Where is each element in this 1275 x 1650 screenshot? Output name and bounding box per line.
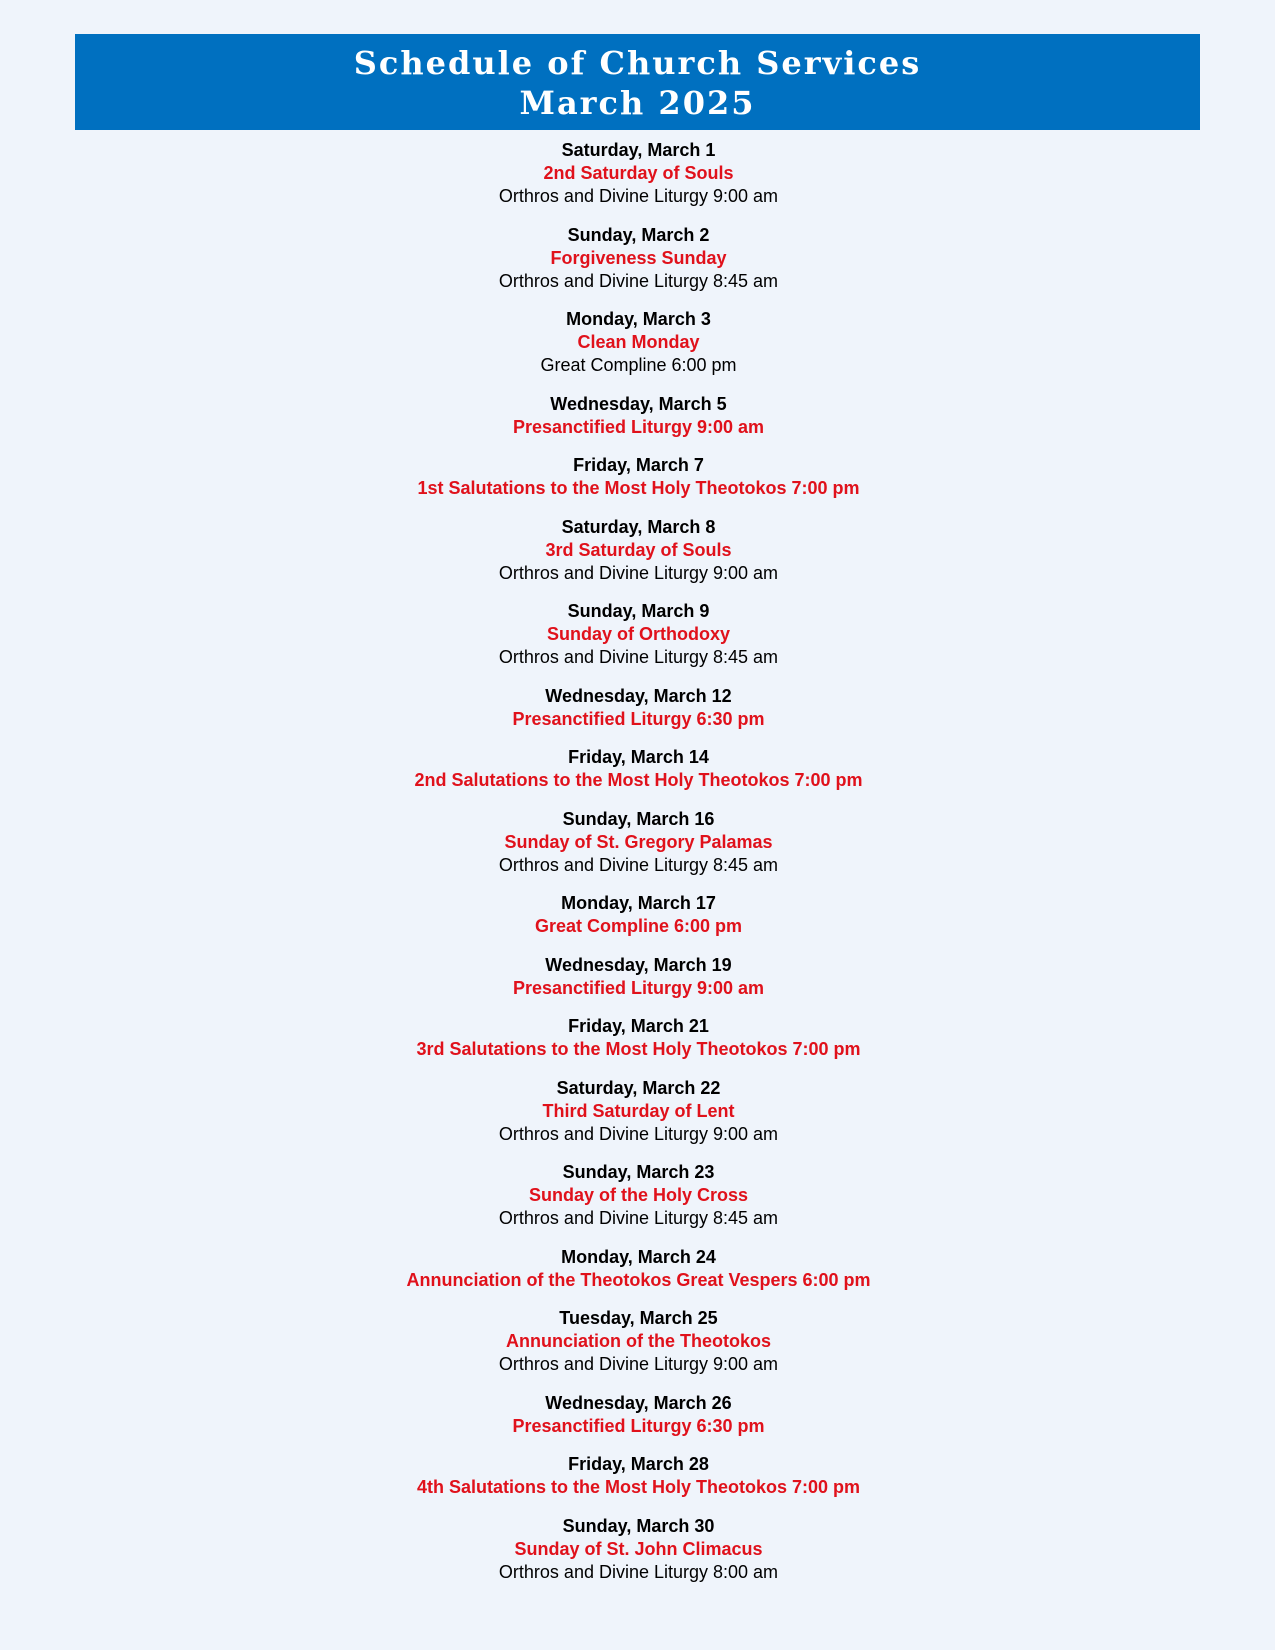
- schedule-entry: [0, 808, 1275, 877]
- schedule-entry: [0, 454, 1275, 500]
- entry-event: 3rd Salutations to the Most Holy Theotokos 7:00 pm: [416, 1039, 861, 1059]
- entry-date: Sunday, March 23: [562, 1162, 715, 1182]
- entry-service: Orthros and Divine Liturgy 9:00 am: [498, 1354, 779, 1374]
- entry-event: 2nd Saturday of Souls: [543, 163, 734, 183]
- entry-event: 4th Salutations to the Most Holy Theotokos 7:00 pm: [416, 1477, 861, 1497]
- entry-event: 3rd Saturday of Souls: [545, 539, 732, 560]
- schedule-entry: [0, 1077, 1275, 1146]
- header-banner: [75, 34, 1200, 130]
- entry-event: Presanctified Liturgy 6:30 pm: [512, 1415, 765, 1436]
- entry-service: Orthros and Divine Liturgy 8:45 am: [498, 647, 779, 667]
- schedule-entry: [0, 1161, 1275, 1230]
- entry-event: 2nd Salutations to the Most Holy Theotokos 7:00 pm: [414, 770, 863, 790]
- entry-date: Sunday, March 2: [567, 224, 710, 245]
- entry-event: Clean Monday: [577, 332, 700, 352]
- entry-date: Saturday, March 22: [556, 1077, 721, 1098]
- entry-service: Great Compline 6:00 pm: [540, 355, 737, 375]
- schedule-entry: [0, 1515, 1275, 1584]
- entry-date: Tuesday, March 25: [559, 1308, 718, 1328]
- entry-date: Monday, March 3: [566, 309, 711, 329]
- entry-event: Presanctified Liturgy 9:00 am: [512, 977, 765, 998]
- schedule-entry: [0, 600, 1275, 669]
- entry-service: Orthros and Divine Liturgy 8:45 am: [498, 270, 779, 291]
- entry-event: Annunciation of the Theotokos Great Vespers 6:00 pm: [406, 1269, 871, 1290]
- service-schedule: [0, 139, 1275, 1599]
- page-title: Schedule of Church Services: [353, 44, 922, 82]
- schedule-entry: [0, 1307, 1275, 1376]
- entry-date: Friday, March 14: [568, 747, 709, 767]
- page-subtitle: March 2025: [519, 84, 756, 122]
- entry-service: Orthros and Divine Liturgy 9:00 am: [498, 186, 779, 206]
- entry-event: Annunciation of the Theotokos: [506, 1331, 771, 1351]
- schedule-entry: [0, 685, 1275, 731]
- entry-date: Friday, March 28: [568, 1454, 709, 1474]
- schedule-entry: [0, 746, 1275, 792]
- entry-event: Presanctified Liturgy 9:00 am: [512, 416, 765, 437]
- entry-date: Wednesday, March 19: [545, 954, 732, 975]
- entry-service: Orthros and Divine Liturgy 9:00 am: [498, 562, 779, 583]
- entry-event: 1st Salutations to the Most Holy Theotokos 7:00 pm: [417, 478, 860, 498]
- entry-event: Sunday of Orthodoxy: [546, 624, 730, 644]
- schedule-entry: [0, 954, 1275, 1000]
- schedule-entry: [0, 224, 1275, 293]
- entry-date: Saturday, March 8: [561, 516, 716, 537]
- schedule-entry: [0, 139, 1275, 208]
- entry-service: Orthros and Divine Liturgy 9:00 am: [498, 1123, 779, 1144]
- entry-date: Sunday, March 30: [562, 1515, 715, 1536]
- entry-date: Monday, March 17: [561, 893, 716, 913]
- entry-date: Monday, March 24: [561, 1246, 716, 1267]
- entry-date: Sunday, March 9: [567, 601, 710, 621]
- entry-date: Wednesday, March 12: [545, 685, 732, 706]
- schedule-entry: [0, 308, 1275, 377]
- entry-date: Sunday, March 16: [562, 808, 715, 829]
- entry-event: Forgiveness Sunday: [550, 247, 727, 268]
- schedule-entry: [0, 1246, 1275, 1292]
- schedule-entry: [0, 393, 1275, 439]
- schedule-entry: [0, 1015, 1275, 1061]
- schedule-entry: [0, 1453, 1275, 1499]
- entry-date: Saturday, March 1: [561, 140, 716, 160]
- entry-service: Orthros and Divine Liturgy 8:45 am: [498, 854, 779, 875]
- entry-event: Sunday of St. John Climacus: [514, 1538, 763, 1559]
- entry-event: Sunday of the Holy Cross: [528, 1185, 749, 1205]
- schedule-entry: [0, 892, 1275, 938]
- entry-date: Friday, March 21: [568, 1016, 709, 1036]
- entry-date: Wednesday, March 5: [550, 393, 727, 414]
- entry-date: Friday, March 7: [573, 455, 704, 475]
- schedule-entry: [0, 516, 1275, 585]
- entry-service: Orthros and Divine Liturgy 8:00 am: [498, 1561, 779, 1582]
- entry-event: Third Saturday of Lent: [542, 1100, 735, 1121]
- entry-service: Orthros and Divine Liturgy 8:45 am: [498, 1208, 779, 1228]
- entry-event: Presanctified Liturgy 6:30 pm: [512, 708, 765, 729]
- schedule-entry: [0, 1392, 1275, 1438]
- entry-date: Wednesday, March 26: [545, 1392, 732, 1413]
- entry-event: Sunday of St. Gregory Palamas: [504, 831, 773, 852]
- entry-event: Great Compline 6:00 pm: [534, 916, 743, 936]
